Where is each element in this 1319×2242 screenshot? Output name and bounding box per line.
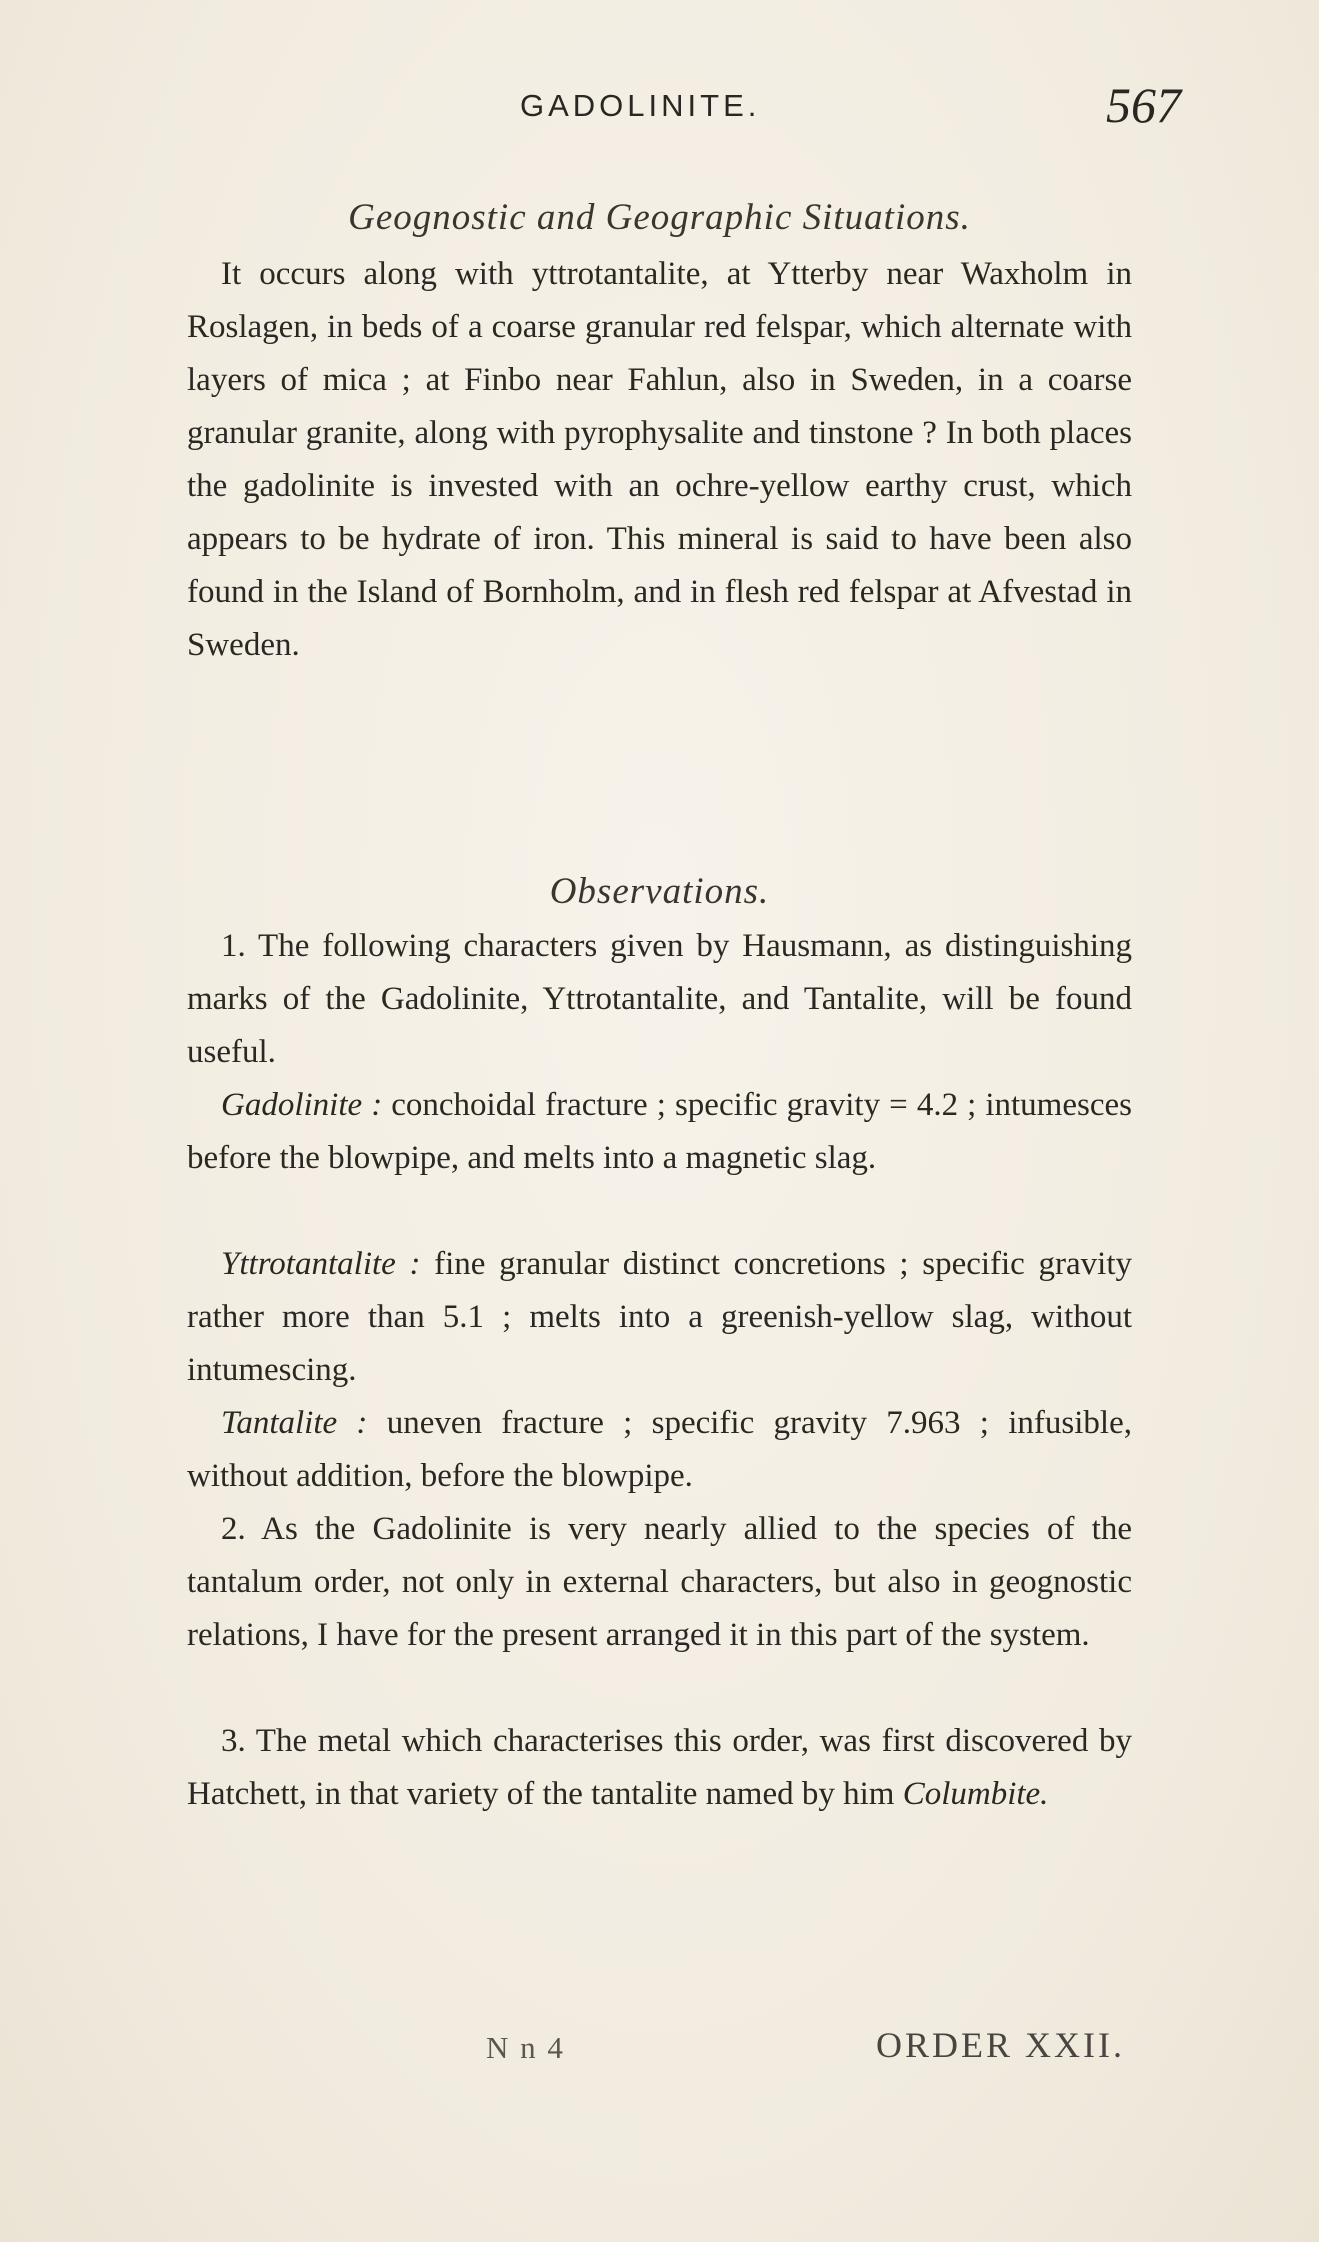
- page-number: 567: [1106, 77, 1181, 133]
- heading-geognostic: Geognostic and Geographic Situations.: [348, 197, 971, 238]
- tantalite-text: uneven fracture ; specific gravity 7.963 ; infusible, without addition, before the blowpipe.: [187, 1405, 1132, 1494]
- gadolinite-term: Gadolinite :: [221, 1087, 383, 1123]
- paragraph-geognostic: It occurs along with yttrotantalite, at Ytterby near Waxholm in Roslagen, in beds of a coarse granular red felspar, which alternate with layers of mica ; at Finbo near Fahlun, also in Sweden, in a coarse granular granite, along with pyrophysalite and tinstone ? In both places the gadolinite is invested with an ochre-yellow earthy crust, which appears to be hydrate of iron. This mineral is said to have been also found in the Island of Bornholm, and in flesh red felspar at Afvestad in Sweden.: [187, 256, 1132, 663]
- heading-observations: Observations.: [549, 871, 770, 912]
- observation-gadolinite: [187, 1079, 1132, 1185]
- catchword: ORDER XXII.: [876, 2025, 1125, 2065]
- observation-tantalite: [187, 1397, 1132, 1503]
- observation-item-1: 1. The following characters given by Hausmann, as distinguishing marks of the Gadolinite, Yttrotantalite, and Tantalite, will be found useful.: [187, 928, 1132, 1070]
- item3-text: 3. The metal which characterises this order, was first discovered by Hatchett, in that variety of the tantalite named by him: [187, 1723, 1132, 1812]
- yttrotantalite-text: fine granular distinct concretions ; specific gravity rather more than 5.1 ; melts into a greenish-yellow slag, without intumescing.: [187, 1246, 1132, 1388]
- tantalite-term: Tantalite :: [221, 1405, 368, 1441]
- observation-item-2: 2. As the Gadolinite is very nearly allied to the species of the tantalum order, not only in external characters, but also in geognostic relations, I have for the present arranged it in this part of the system.: [187, 1511, 1132, 1653]
- running-head: GADOLINITE.: [520, 88, 761, 123]
- observation-item-3: [187, 1715, 1132, 1821]
- observation-yttrotantalite: [187, 1238, 1132, 1397]
- signature-mark: N n 4: [486, 2030, 565, 2065]
- yttrotantalite-term: Yttrotantalite :: [221, 1246, 421, 1282]
- gadolinite-text: conchoidal fracture ; specific gravity = 4.2 ; intumesces before the blowpipe, and melts into a magnetic slag.: [187, 1087, 1132, 1176]
- columbite-term: Columbite.: [902, 1776, 1049, 1812]
